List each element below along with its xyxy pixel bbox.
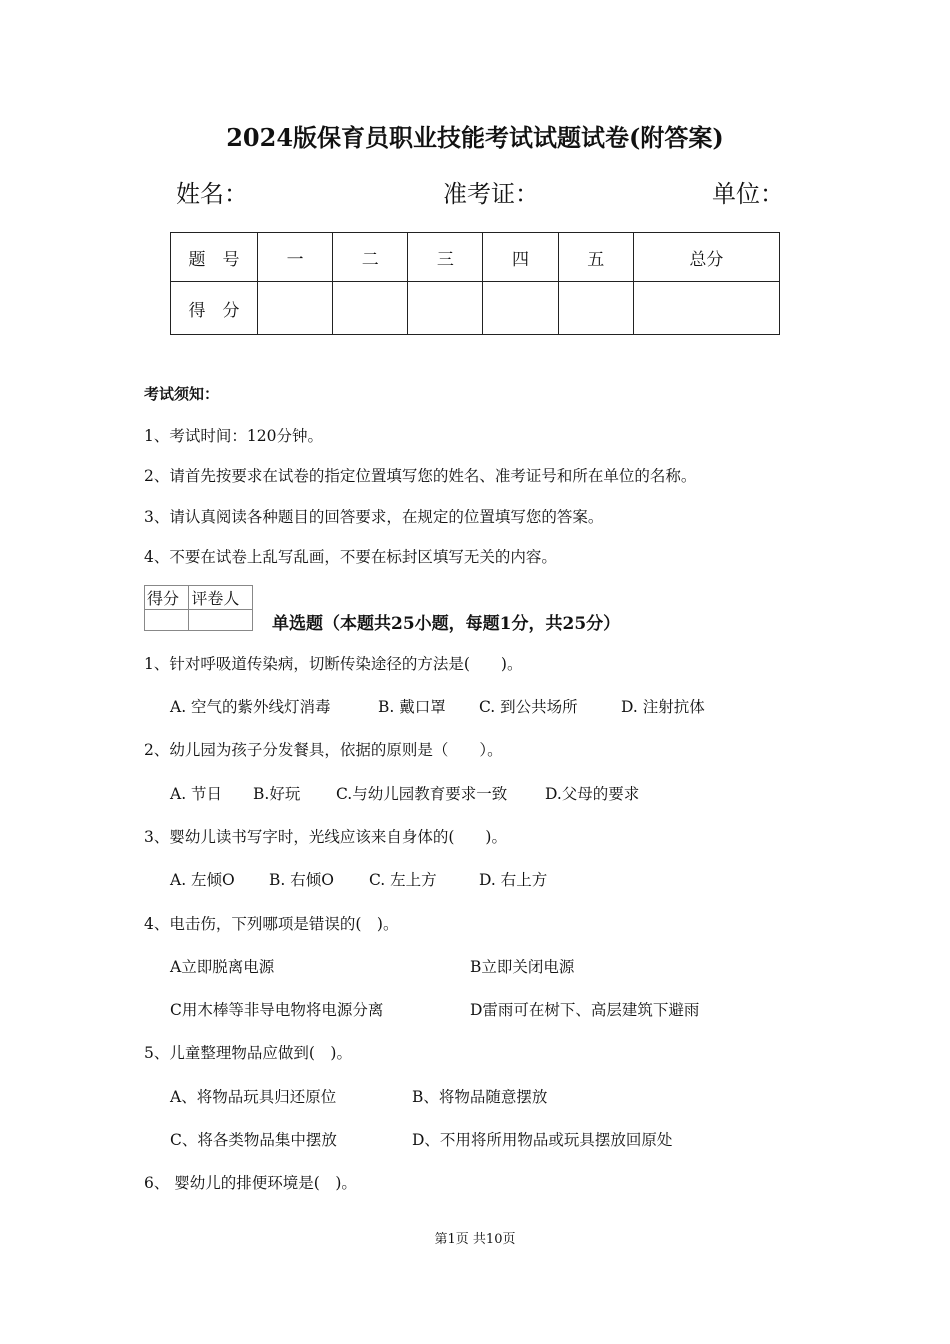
score-header-total: 总分 [633,233,779,282]
score-table-header-row [171,233,780,282]
score-cell-4[interactable] [483,282,558,335]
option-d[interactable]: D.父母的要求 [545,785,640,803]
option-d[interactable]: D雷雨可在树下、高层建筑下避雨 [470,1001,700,1019]
option-a[interactable]: A. 左倾O [170,871,235,889]
score-header-1: 一 [258,233,333,282]
option-b[interactable]: B. 右倾O [269,871,334,889]
grader-score-cell[interactable] [145,610,189,631]
question-stem: 5、儿童整理物品应做到( )。 [144,1044,352,1062]
score-header-2: 二 [333,233,408,282]
option-c[interactable]: C、将各类物品集中摆放 [170,1131,337,1149]
name-field-label: 姓名： [176,180,248,208]
option-b[interactable]: B、将物品随意摆放 [412,1088,548,1106]
option-b[interactable]: B立即关闭电源 [470,958,575,976]
option-d[interactable]: D、不用将所用物品或玩具摆放回原处 [412,1131,673,1149]
score-cell-1[interactable] [258,282,333,335]
option-c[interactable]: C用木棒等非导电物将电源分离 [170,1001,384,1019]
notice-item: 1、考试时间：120分钟。 [144,427,323,445]
notice-item: 2、请首先按要求在试卷的指定位置填写您的姓名、准考证号和所在单位的名称。 [144,467,697,485]
notice-item: 4、不要在试卷上乱写乱画，不要在标封区填写无关的内容。 [144,548,557,566]
notice-item: 3、请认真阅读各种题目的回答要求，在规定的位置填写您的答案。 [144,508,604,526]
grader-name-cell[interactable] [189,610,253,631]
unit-field-label: 单位： [712,180,784,208]
score-row-label: 得 分 [171,282,258,335]
question-stem: 1、针对呼吸道传染病，切断传染途径的方法是( )。 [144,655,523,673]
option-d[interactable]: D. 注射抗体 [621,698,705,716]
exam-title: 2024版保育员职业技能考试试题试卷(附答案) [226,123,724,152]
notice-heading: 考试须知： [144,385,220,403]
score-table-score-row [171,282,780,335]
score-header-3: 三 [408,233,483,282]
section-title: 单选题（本题共25小题，每题1分，共25分） [272,614,621,634]
score-cell-3[interactable] [408,282,483,335]
option-b[interactable]: B.好玩 [253,785,301,803]
score-cell-5[interactable] [558,282,633,335]
question-stem: 3、婴幼儿读书写字时，光线应该来自身体的( )。 [144,828,507,846]
page-footer: 第1页 共10页 [434,1232,516,1247]
score-header-5: 五 [558,233,633,282]
question-number-label: 题 号 [171,233,258,282]
exam-id-field-label: 准考证： [443,180,539,208]
score-header-4: 四 [483,233,558,282]
score-table [170,232,780,335]
option-c[interactable]: C. 左上方 [369,871,437,889]
option-d[interactable]: D. 右上方 [479,871,548,889]
score-cell-2[interactable] [333,282,408,335]
grader-name-label: 评卷人 [189,586,253,610]
question-stem: 2、幼儿园为孩子分发餐具，依据的原则是（ ）。 [144,741,503,759]
question-stem: 6、 婴幼儿的排便环境是( )。 [144,1174,357,1192]
option-a[interactable]: A. 节日 [170,785,223,803]
option-c[interactable]: C. 到公共场所 [479,698,578,716]
option-b[interactable]: B. 戴口罩 [378,698,446,716]
option-a[interactable]: A、将物品玩具归还原位 [170,1088,337,1106]
question-stem: 4、电击伤，下列哪项是错误的( )。 [144,915,399,933]
option-a[interactable]: A立即脱离电源 [170,958,275,976]
option-a[interactable]: A. 空气的紫外线灯消毒 [170,698,331,716]
grader-box [144,585,253,631]
grader-score-label: 得分 [145,586,189,610]
option-c[interactable]: C.与幼儿园教育要求一致 [336,785,508,803]
score-cell-total[interactable] [633,282,779,335]
